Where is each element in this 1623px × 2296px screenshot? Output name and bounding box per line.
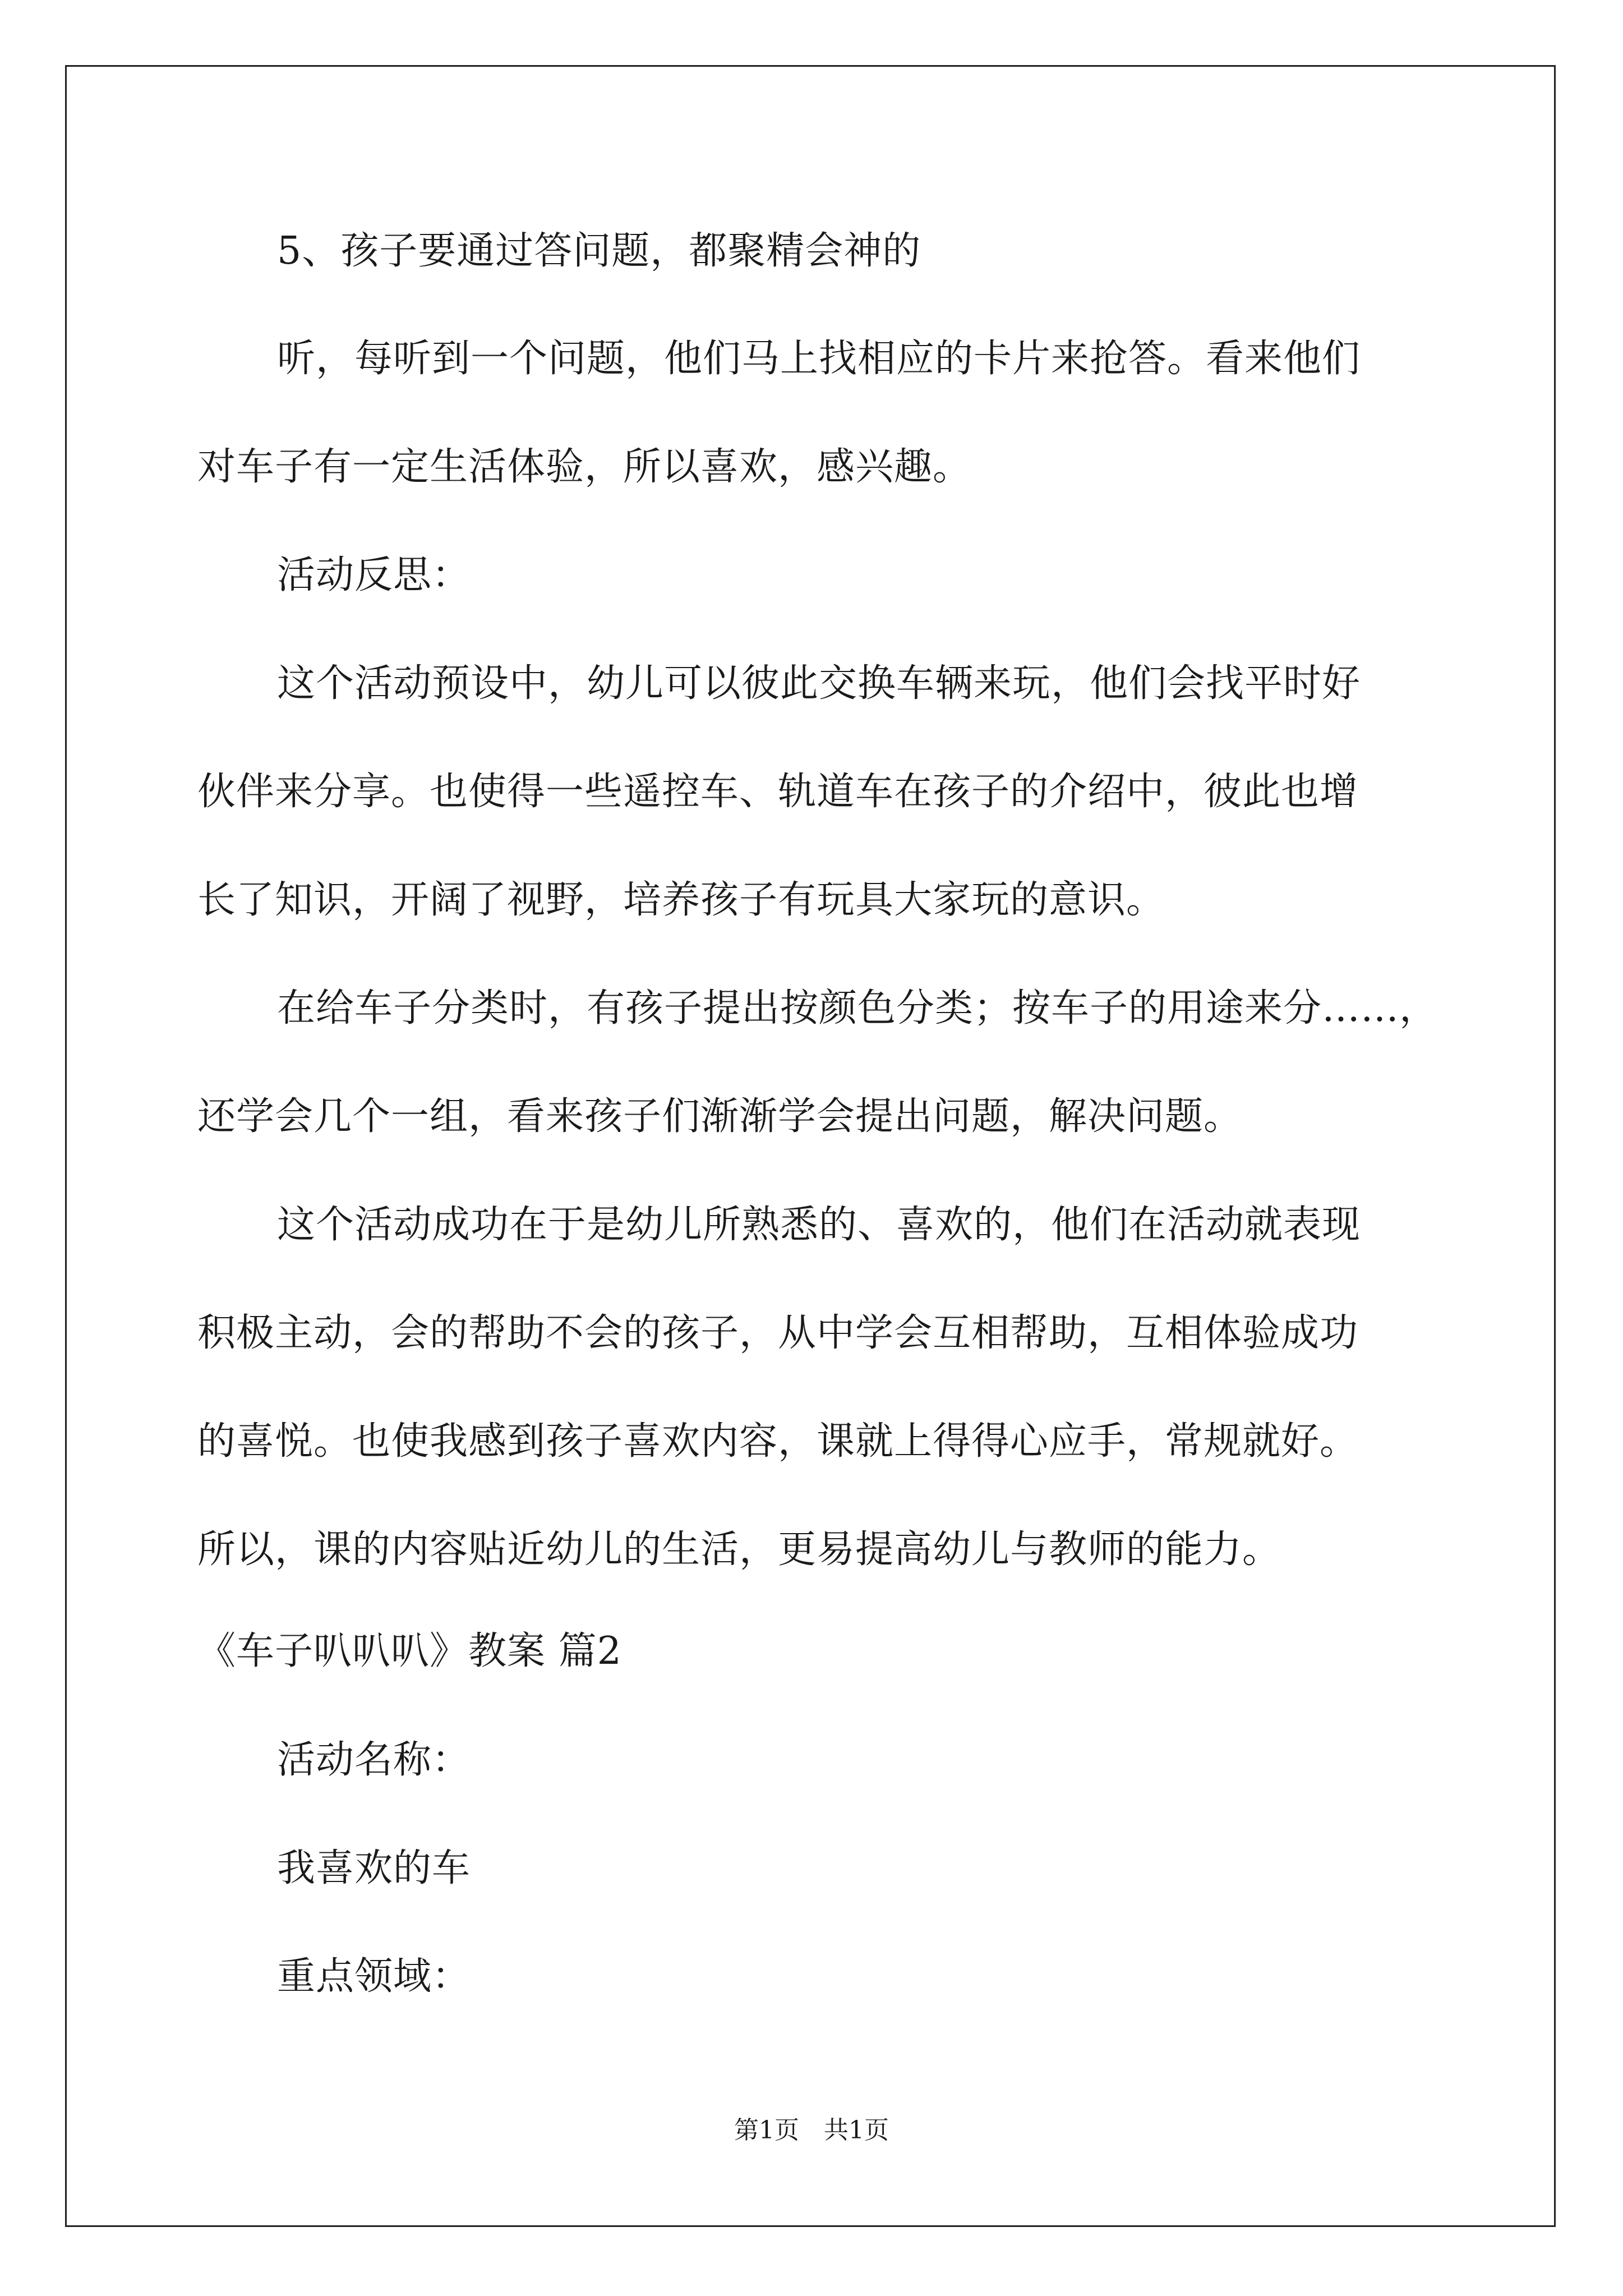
paragraph-line: 这个活动成功在于是幼儿所熟悉的、喜欢的，他们在活动就表现 — [277, 1203, 1361, 1247]
section-heading: 《车子叭叭叭》教案 篇2 — [197, 1629, 622, 1673]
paragraph-line: 听，每听到一个问题，他们马上找相应的卡片来抢答。看来他们 — [277, 337, 1361, 381]
paragraph-line: 还学会几个一组，看来孩子们渐渐学会提出问题，解决问题。 — [197, 1094, 1243, 1139]
paragraph-line: 重点领域： — [277, 1954, 471, 1999]
paragraph-line: 活动反思： — [277, 553, 471, 597]
page-border — [65, 65, 1556, 2227]
paragraph-line: 伙伴来分享。也使得一些遥控车、轨道车在孩子的介绍中，彼此也增 — [197, 770, 1359, 814]
paragraph-line: 对车子有一定生活体验，所以喜欢，感兴趣。 — [197, 445, 972, 489]
paragraph-line: 这个活动预设中，幼儿可以彼此交换车辆来玩，他们会找平时好 — [277, 661, 1361, 706]
paragraph-line: 长了知识，开阔了视野，培养孩子有玩具大家玩的意识。 — [197, 878, 1165, 922]
paragraph-line: 所以，课的内容贴近幼儿的生活，更易提高幼儿与教师的能力。 — [197, 1527, 1281, 1572]
paragraph-line: 我喜欢的车 — [277, 1846, 471, 1890]
page-footer: 第1页 共1页 — [734, 2116, 889, 2145]
paragraph-line: 活动名称： — [277, 1738, 471, 1782]
paragraph-line: 积极主动，会的帮助不会的孩子，从中学会互相帮助，互相体验成功 — [197, 1311, 1359, 1355]
paragraph-line: 的喜悦。也使我感到孩子喜欢内容，课就上得得心应手，常规就好。 — [197, 1419, 1359, 1464]
paragraph-line: 在给车子分类时，有孩子提出按颜色分类；按车子的用途来分……， — [277, 986, 1438, 1030]
paragraph-line: 5、孩子要通过答问题，都聚精会神的 — [277, 229, 921, 273]
